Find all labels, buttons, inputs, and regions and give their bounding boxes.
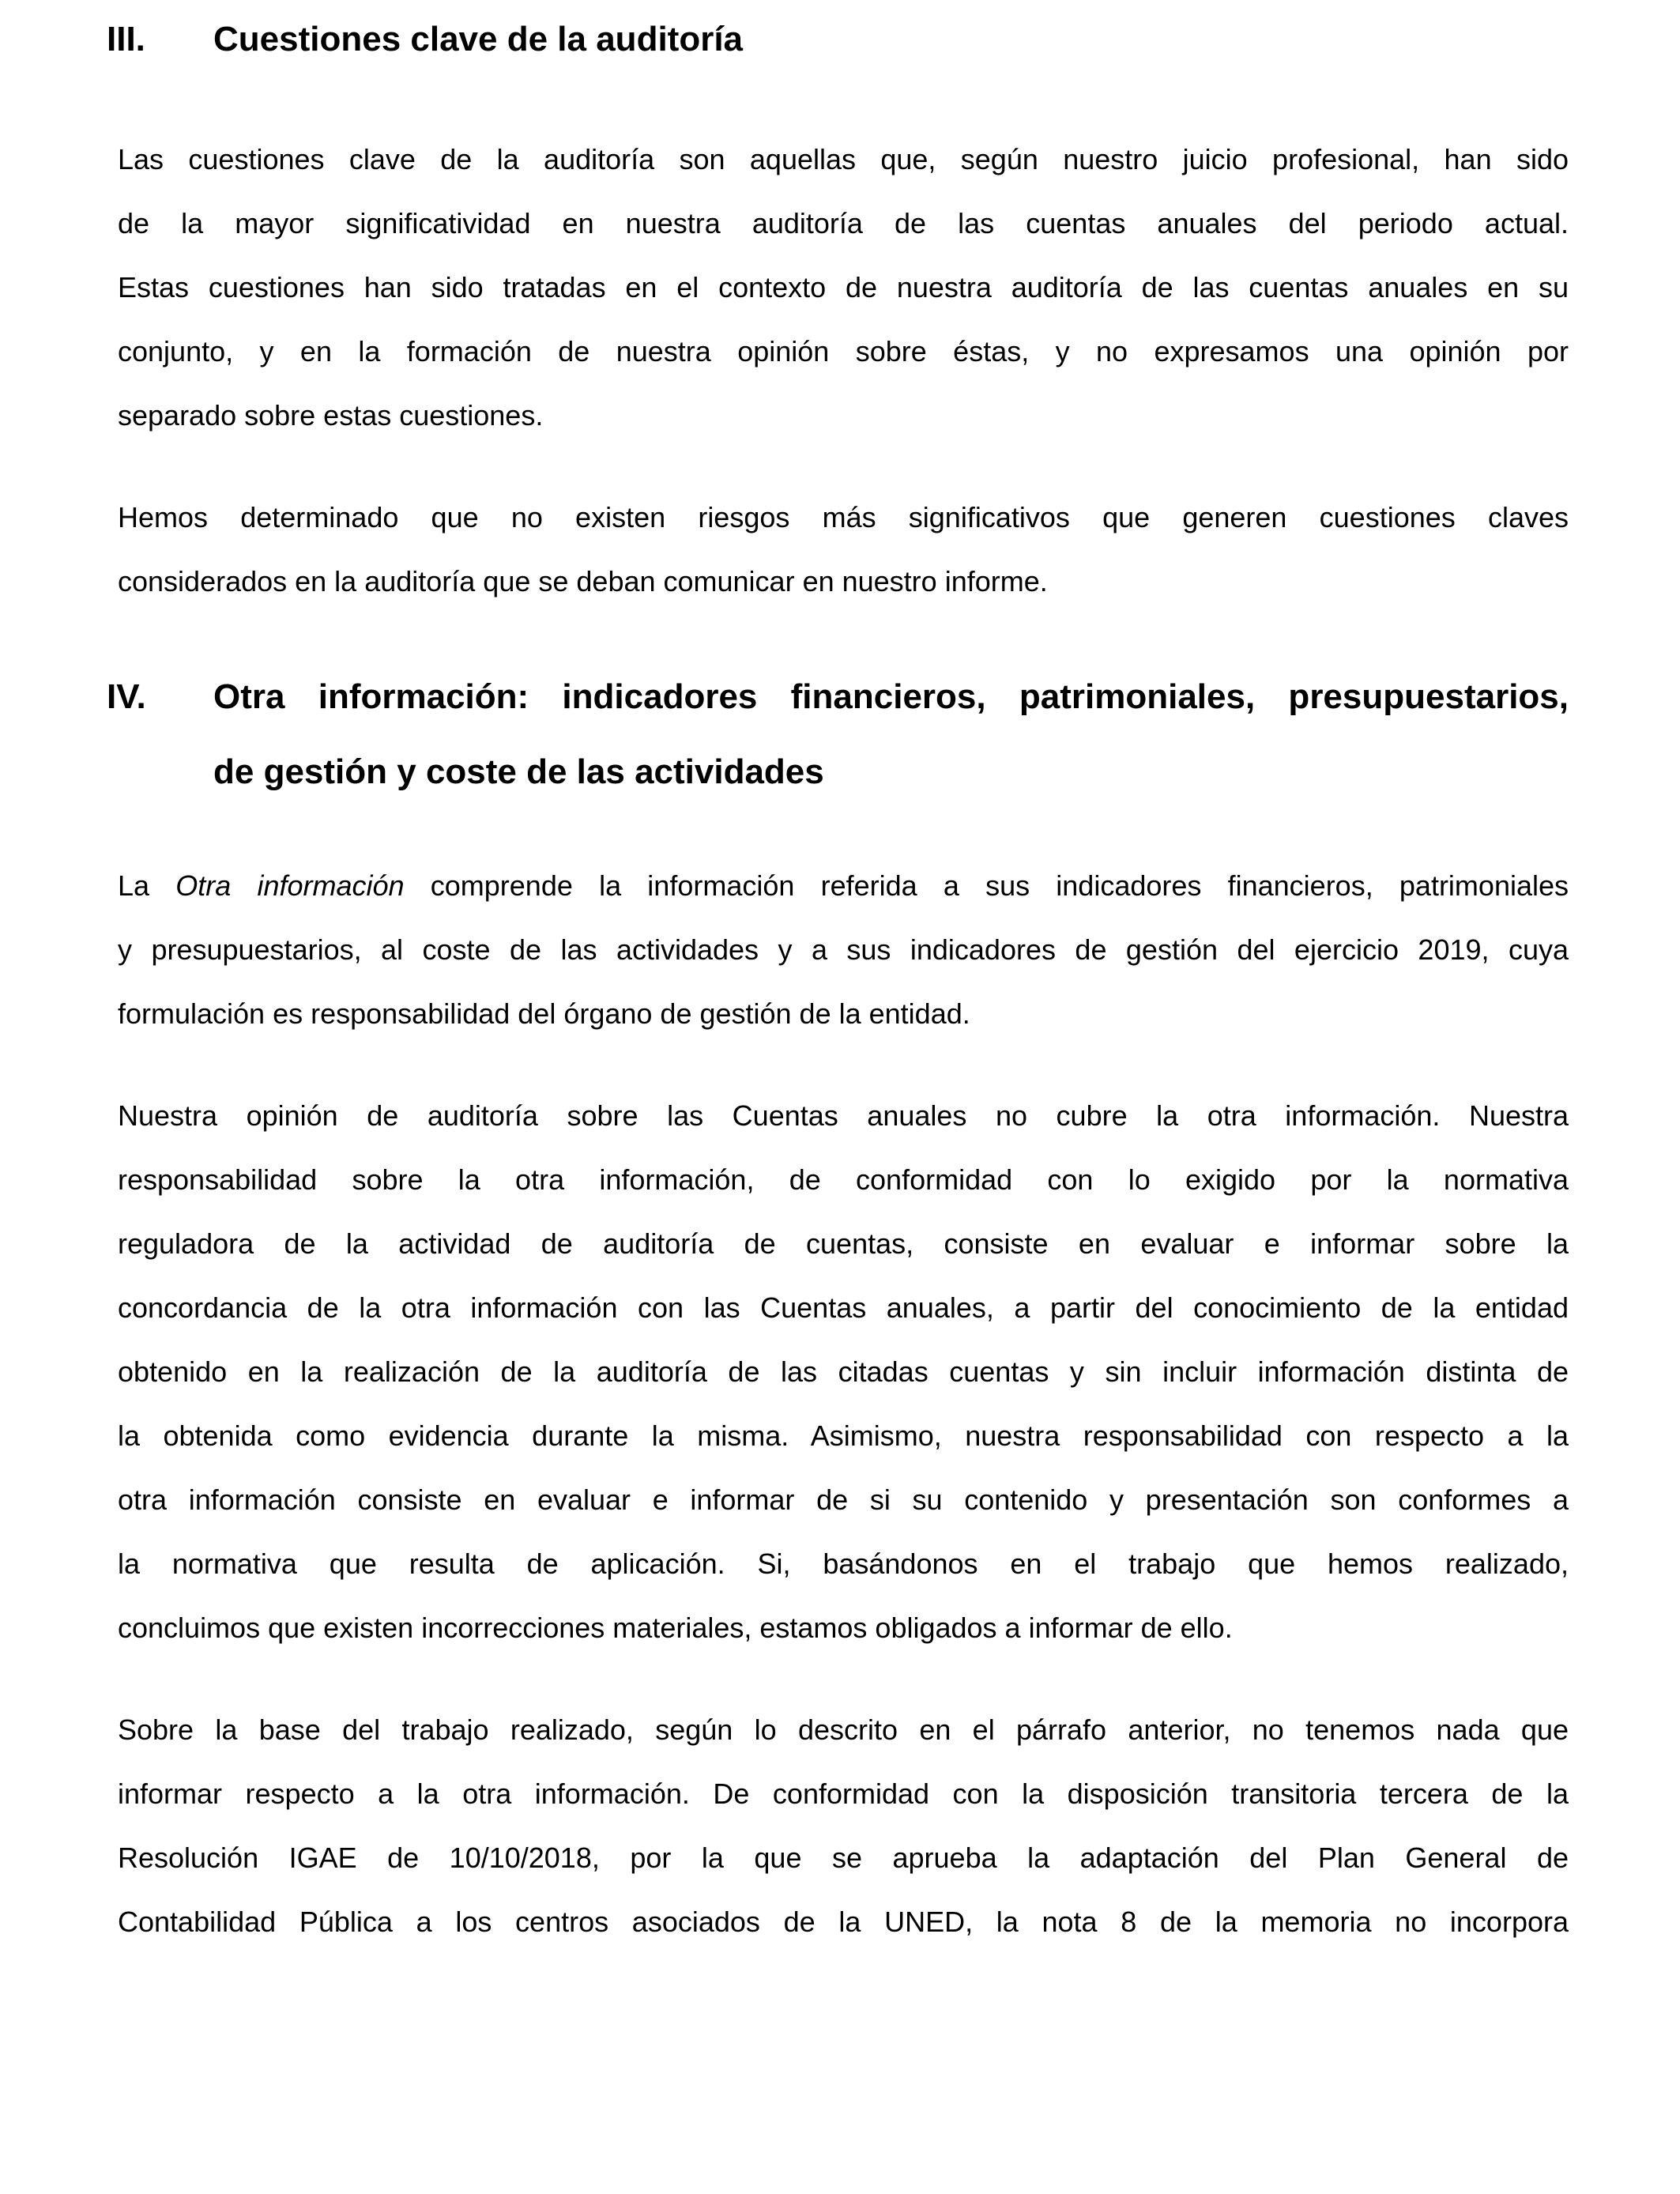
paragraph-other-information-1 [118, 854, 1569, 1046]
text-line: Las cuestiones clave de la auditoría son aquellas que, según nuestro juicio profesional, han sido [118, 143, 1569, 175]
section-iv-title-wrap [213, 659, 1569, 809]
text-line: Contabilidad Pública a los centros asociados de la UNED, la nota 8 de la memoria no incorpora [118, 1906, 1569, 1938]
text-line: Sobre la base del trabajo realizado, según lo descrito en el párrafo anterior, no tenemos nada que [118, 1713, 1569, 1746]
text-line: concordancia de la otra información con las Cuentas anuales, a partir del conocimiento de la entidad [118, 1291, 1569, 1324]
paragraph-key-audit-matters-1 [118, 127, 1569, 447]
paragraph-other-information-3 [118, 1698, 1569, 1954]
text-line: la obtenida como evidencia durante la misma. Asimismo, nuestra responsabilidad con respecto a la [118, 1419, 1569, 1452]
text-line: Hemos determinado que no existen riesgos más significativos que generen cuestiones claves [118, 501, 1569, 533]
text-line: la normativa que resulta de aplicación. Si, basándonos en el trabajo que hemos realizado, [118, 1547, 1569, 1580]
paragraph-key-audit-matters-2 [118, 485, 1569, 613]
text-line: y presupuestarios, al coste de las actividades y a sus indicadores de gestión del ejercicio 2019, cuya [118, 933, 1569, 966]
text-line: concluimos que existen incorrecciones materiales, estamos obligados a informar de ello. [118, 1612, 1233, 1644]
text-line: otra información consiste en evaluar e informar de si su contenido y presentación son conformes a [118, 1483, 1569, 1516]
text-line: informar respecto a la otra información. De conformidad con la disposición transitoria tercera de la [118, 1777, 1569, 1810]
text-line: formulación es responsabilidad del órgano de gestión de la entidad. [118, 997, 970, 1030]
text-line: separado sobre estas cuestiones. [118, 399, 544, 432]
text-line: reguladora de la actividad de auditoría de cuentas, consiste en evaluar e informar sobre la [118, 1227, 1569, 1260]
text-line: Nuestra opinión de auditoría sobre las Cuentas anuales no cubre la otra información. Nuestra [118, 1099, 1569, 1132]
section-iii-number: III. [107, 20, 145, 58]
paragraph-other-information-2 [118, 1084, 1569, 1660]
text-line: de la mayor significatividad en nuestra auditoría de las cuentas anuales del periodo actual. [118, 207, 1569, 239]
text-line: obtenido en la realización de la auditoría de las citadas cuentas y sin incluir información distinta de [118, 1355, 1569, 1388]
section-iii-title: Cuestiones clave de la auditoría [213, 20, 744, 58]
text-segment: La [118, 869, 176, 902]
section-iv-heading [107, 659, 1569, 809]
italic-term: Otra información [175, 869, 405, 902]
text-line: considerados en la auditoría que se deban comunicar en nuestro informe. [118, 565, 1048, 598]
section-iv-number: IV. [107, 677, 146, 716]
text-segment: comprende la información referida a sus indicadores financieros, patrimoniales [404, 869, 1569, 902]
section-iii-heading [107, 2, 1569, 77]
text-line: Estas cuestiones han sido tratadas en el contexto de nuestra auditoría de las cuentas anuales en su [118, 271, 1569, 303]
text-line [118, 854, 1569, 918]
text-line: responsabilidad sobre la otra información, de conformidad con lo exigido por la normativa [118, 1163, 1569, 1196]
text-line: conjunto, y en la formación de nuestra opinión sobre éstas, y no expresamos una opinión por [118, 335, 1569, 368]
section-iv-title-line-1: Otra información: indicadores financieros, patrimoniales, presupuestarios, [213, 677, 1569, 716]
section-iv-title-line-2: de gestión y coste de las actividades [213, 752, 824, 791]
text-line: Resolución IGAE de 10/10/2018, por la que se aprueba la adaptación del Plan General de [118, 1842, 1569, 1874]
section-iii-title-wrap [213, 2, 1569, 77]
